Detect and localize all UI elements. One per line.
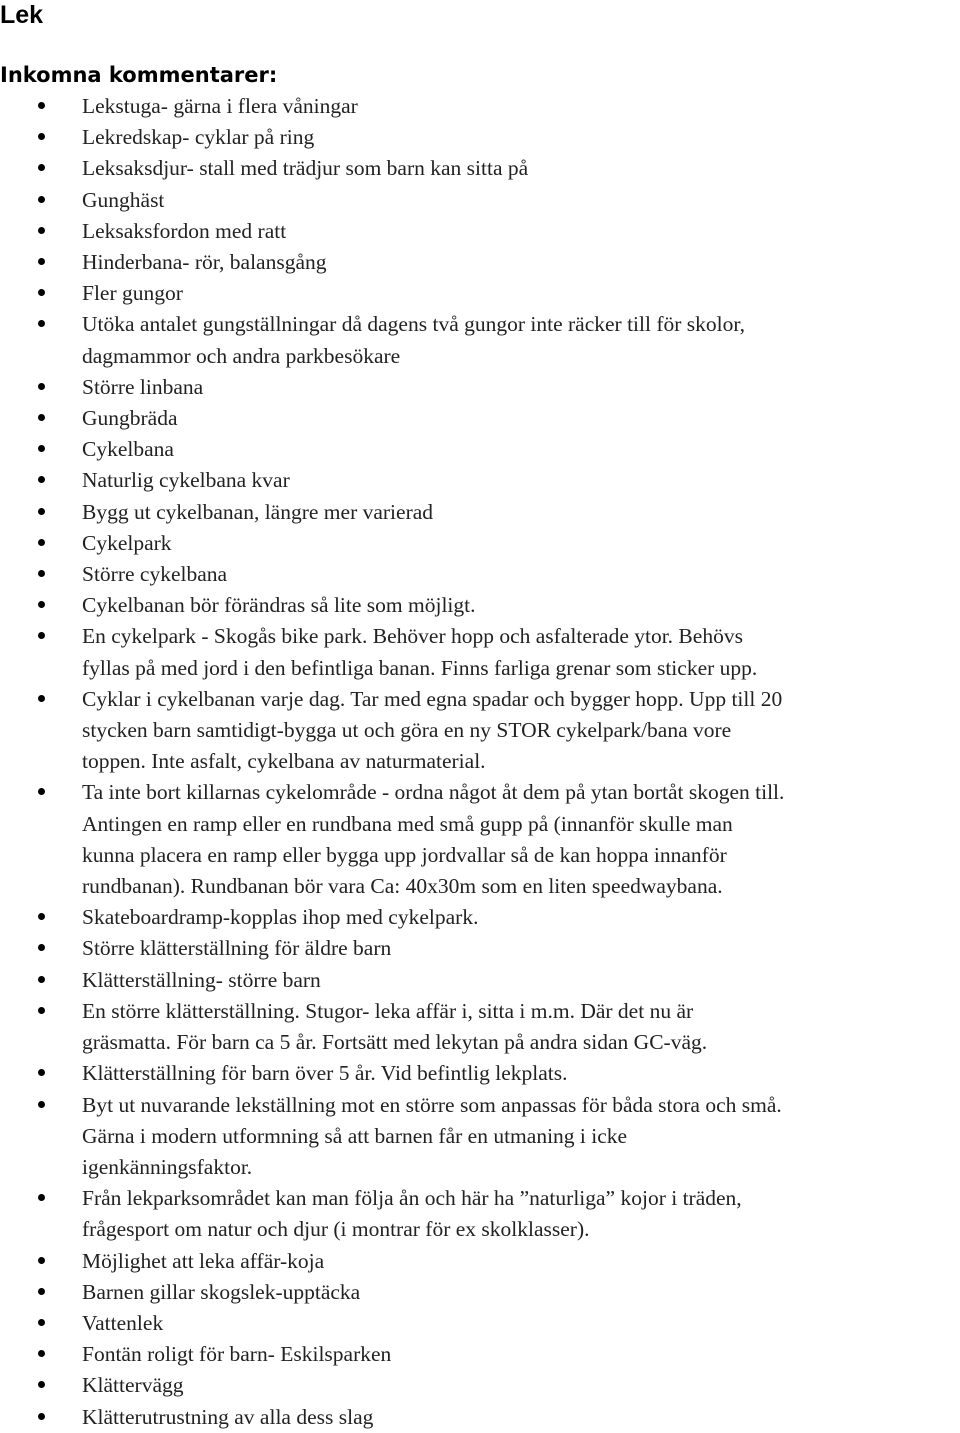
list-item [0,1246,960,1277]
list-item [0,933,960,964]
list-item-text: Ta inte bort killarnas cykelområde - ordna något åt dem på ytan bortåt skogen till. [82,780,785,805]
list-item-text: dagmammor och andra parkbesökare [82,343,401,368]
bullet-icon [38,944,45,951]
list-item [0,497,960,528]
list-item-text: rundbanan). Rundbanan bör vara Ca: 40x30m som en liten speedwaybana. [82,874,723,899]
list-item [0,153,960,184]
list-item-text: Klätterutrustning av alla dess slag [82,1404,374,1429]
bullet-icon [38,383,45,390]
list-item [0,434,960,465]
bullet-icon [38,320,45,327]
bullet-icon [38,1381,45,1388]
list-item-text: Gärna i modern utformning så att barnen får en utmaning i icke [82,1123,628,1148]
list-item-text: Barnen gillar skogslek-upptäcka [82,1279,361,1304]
list-item-text: Vattenlek [82,1310,164,1335]
list-item-text: Klätterställning- större barn [82,967,321,992]
list-item-text: Skateboardramp-kopplas ihop med cykelpark. [82,905,479,930]
bullet-icon [38,539,45,546]
list-item [0,1277,960,1308]
list-item-text: En större klätterställning. Stugor- leka affär i, sitta i m.m. Där det nu är [82,998,694,1023]
list-item [0,278,960,309]
list-item [0,559,960,590]
list-item [0,247,960,278]
bullet-icon [38,164,45,171]
bullet-icon [38,1194,45,1201]
list-item-text: Möjlighet att leka affär-koja [82,1248,325,1273]
bullet-icon [38,258,45,265]
list-item-text: gräsmatta. För barn ca 5 år. Fortsätt med lekytan på andra sidan GC-väg. [82,1030,708,1055]
section-heading: Inkomna kommentarer: [0,63,278,87]
list-item [0,621,960,683]
list-item-text: Gungbräda [82,406,178,431]
list-item-text: fyllas på med jord i den befintliga banan. Finns farliga grenar som sticker upp. [82,655,758,680]
list-item-text: toppen. Inte asfalt, cykelbana av naturmaterial. [82,749,486,774]
list-item [0,1183,960,1245]
list-item-text: Lekstuga- gärna i flera våningar [82,94,358,118]
bullet-icon [38,289,45,296]
page-title: Lek [0,1,44,29]
list-item-text: Från lekparksområdet kan man följa ån och här ha ”naturliga” kojor i träden, [82,1186,742,1211]
list-item-text: Utöka antalet gungställningar då dagens två gungor inte räcker till för skolor, [82,312,746,337]
list-item-text: igenkänningsfaktor. [82,1154,253,1179]
list-item [0,91,960,122]
list-item [0,465,960,496]
bullet-icon [38,1007,45,1014]
list-item-text: Lekredskap- cyklar på ring [82,125,315,150]
bullet-icon [38,1101,45,1108]
bullet-icon [38,1257,45,1264]
bullet-icon [38,133,45,140]
bullet-icon [38,508,45,515]
list-item-text: Leksaksdjur- stall med trädjur som barn kan sitta på [82,156,529,181]
bullet-icon [38,196,45,203]
list-item [0,684,960,778]
list-item [0,403,960,434]
list-item-text: Fontän roligt för barn- Eskilsparken [82,1342,392,1367]
list-item [0,590,960,621]
bullet-icon [38,1350,45,1357]
bullet-icon [38,695,45,702]
comment-list [0,91,960,1433]
list-item [0,1370,960,1401]
list-item [0,216,960,247]
bullet-icon [38,976,45,983]
list-item-text: Fler gungor [82,281,183,306]
list-item-text: Antingen en ramp eller en rundbana med små gupp på (innanför skulle man [82,811,733,836]
list-item-text: Naturlig cykelbana kvar [82,468,290,493]
list-item [0,185,960,216]
list-item-text: Bygg ut cykelbanan, längre mer varierad [82,499,434,524]
list-item-text: Cykelbana [82,437,174,462]
list-item-text: Cyklar i cykelbanan varje dag. Tar med egna spadar och bygger hopp. Upp till 20 [82,686,783,711]
list-item [0,777,960,902]
list-item [0,1308,960,1339]
bullet-icon [38,414,45,421]
list-item-text: kunna placera en ramp eller bygga upp jordvallar så de kan hoppa innanför [82,842,727,867]
list-item [0,1402,960,1433]
list-item [0,1339,960,1370]
list-item-text: Cykelpark [82,530,172,555]
list-item-text: Klätterställning för barn över 5 år. Vid befintlig lekplats. [82,1061,568,1086]
list-item-text: Gunghäst [82,187,165,212]
list-item-text: Hinderbana- rör, balansgång [82,250,327,275]
list-item-text: Byt ut nuvarande lekställning mot en större som anpassas för båda stora och små. [82,1092,782,1117]
list-item [0,122,960,153]
list-item [0,528,960,559]
bullet-icon [38,1413,45,1420]
bullet-icon [38,632,45,639]
list-item [0,309,960,371]
bullet-icon [38,476,45,483]
list-item-text: Cykelbanan bör förändras så lite som möjligt. [82,593,476,618]
bullet-icon [38,1069,45,1076]
list-item-text: Större cykelbana [82,562,228,587]
list-item [0,372,960,403]
bullet-icon [38,227,45,234]
bullet-icon [38,445,45,452]
list-item [0,1090,960,1184]
list-item-text: Större linbana [82,374,204,399]
list-item-text: stycken barn samtidigt-bygga ut och göra en ny STOR cykelpark/bana vore [82,718,732,743]
list-item [0,965,960,996]
list-item-text: Leksaksfordon med ratt [82,218,287,243]
bullet-icon [38,1288,45,1295]
bullet-icon [38,570,45,577]
bullet-icon [38,601,45,608]
list-item-text: Klättervägg [82,1373,184,1398]
bullet-icon [38,788,45,795]
bullet-icon [38,913,45,920]
list-item-text: frågesport om natur och djur (i montrar för ex skolklasser). [82,1217,590,1242]
bullet-icon [38,1319,45,1326]
list-item [0,1058,960,1089]
list-item [0,902,960,933]
bullet-icon [38,102,45,109]
list-item-text: En cykelpark - Skogås bike park. Behöver hopp och asfalterade ytor. Behövs [82,624,743,649]
list-item-text: Större klätterställning för äldre barn [82,936,392,961]
list-item [0,996,960,1058]
